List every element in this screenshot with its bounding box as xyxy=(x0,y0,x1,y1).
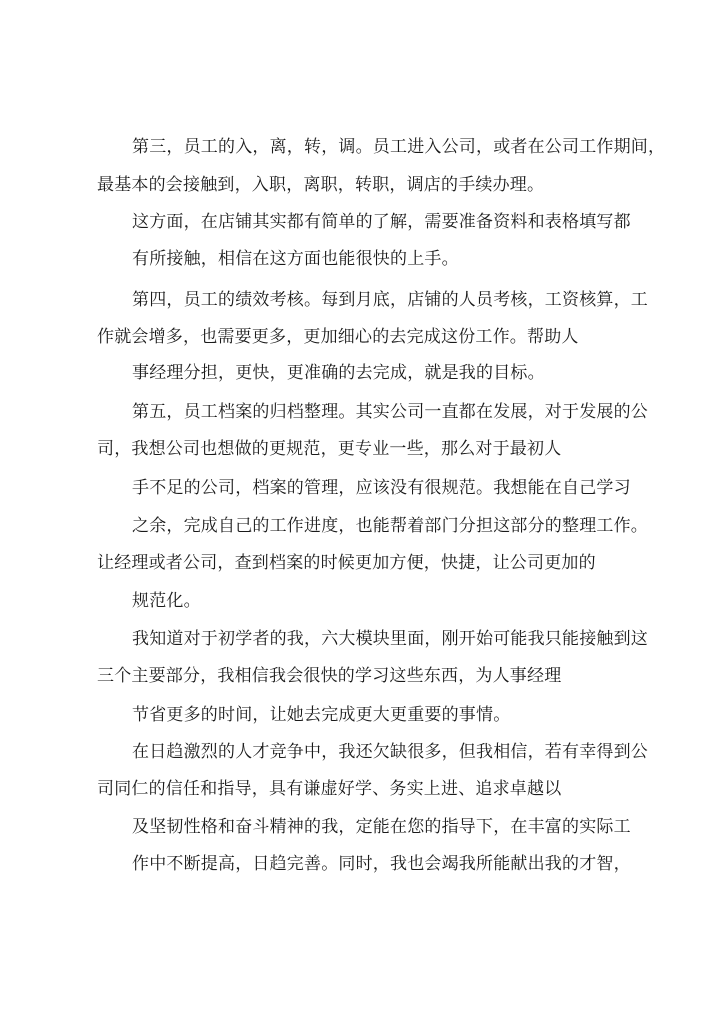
text-line-16: 节省更多的时间，让她去完成更大更重要的事情。 xyxy=(132,705,511,725)
text-line-5: 第四，员工的绩效考核。每到月底，店铺的人员考核，工资核算，工 xyxy=(132,290,648,310)
text-line-20: 作中不断提高，日趋完善。同时，我也会竭我所能献出我的才智， xyxy=(132,854,631,874)
text-line-9: 司，我想公司也想做的更规范，更专业一些，那么对于最初人 xyxy=(97,439,562,459)
text-line-10: 手不足的公司，档案的管理，应该没有很规范。我想能在自己学习 xyxy=(132,478,631,498)
text-line-17: 在日趋激烈的人才竞争中，我还欠缺很多，但我相信，若有幸得到公 xyxy=(132,742,648,762)
text-line-13: 规范化。 xyxy=(132,591,201,611)
text-line-15: 三个主要部分，我相信我会很快的学习这些东西，为人事经理 xyxy=(97,666,562,686)
text-line-12: 让经理或者公司，查到档案的时候更加方便，快捷，让公司更加的 xyxy=(97,553,596,573)
text-line-19: 及坚韧性格和奋斗精神的我，定能在您的指导下，在丰富的实际工 xyxy=(132,817,631,837)
text-line-11: 之余，完成自己的工作进度，也能帮着部门分担这部分的整理工作。 xyxy=(132,516,648,536)
text-line-2: 最基本的会接触到，入职，离职，转职，调店的手续办理。 xyxy=(97,175,545,195)
text-line-14: 我知道对于初学者的我，六大模块里面，刚开始可能我只能接触到这 xyxy=(132,629,648,649)
text-line-18: 司同仁的信任和指导，具有谦虚好学、务实上进、追求卓越以 xyxy=(97,779,562,799)
text-line-7: 事经理分担，更快，更准确的去完成，就是我的目标。 xyxy=(132,363,545,383)
text-line-6: 作就会增多，也需要更多，更加细心的去完成这份工作。帮助人 xyxy=(97,327,579,347)
text-line-1: 第三，员工的入，离，转，调。员工进入公司，或者在公司工作期间， xyxy=(132,137,666,157)
text-line-3: 这方面，在店铺其实都有简单的了解，需要准备资料和表格填写都 xyxy=(132,212,631,232)
text-line-4: 有所接触，相信在这方面也能很快的上手。 xyxy=(132,249,459,269)
text-line-8: 第五，员工档案的归档整理。其实公司一直都在发展，对于发展的公 xyxy=(132,402,648,422)
